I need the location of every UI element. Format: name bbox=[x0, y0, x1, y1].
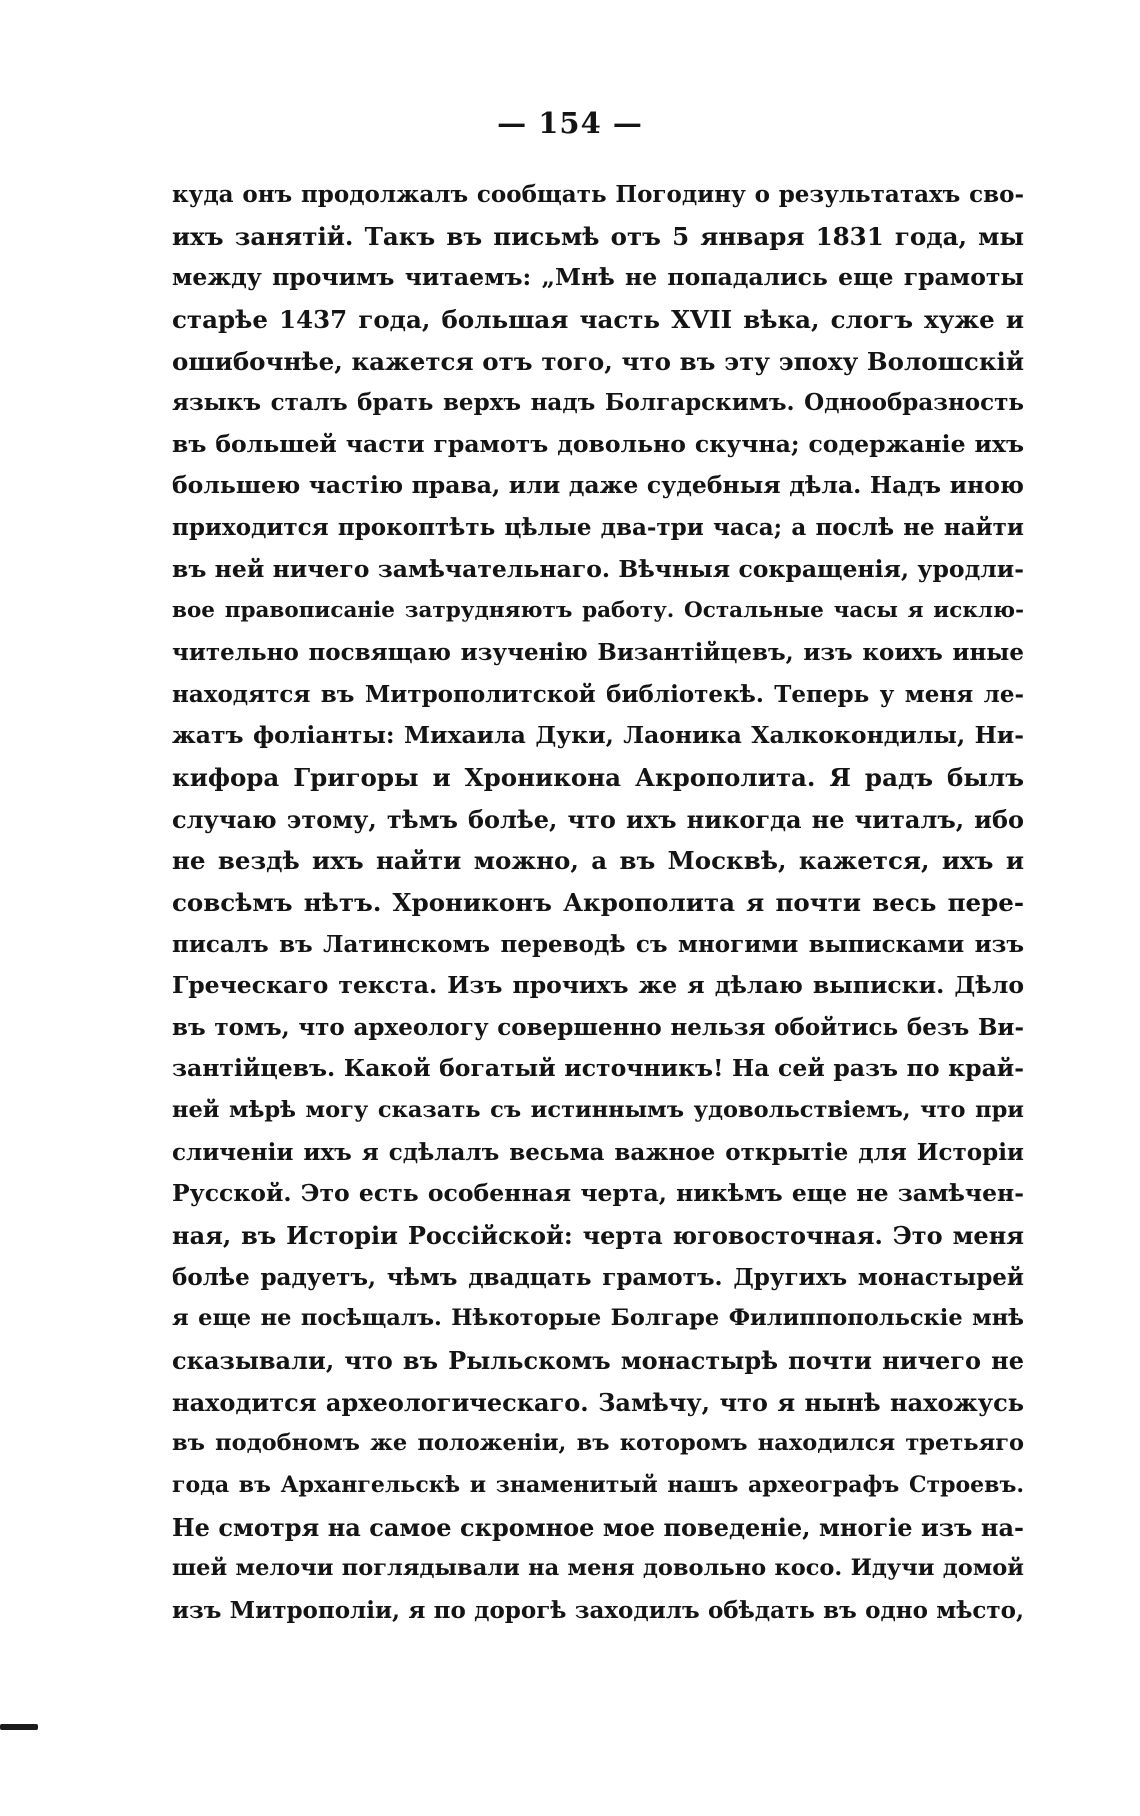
text-line: кифора Григоры и Хроникона Акрополита. Я радъ былъ bbox=[172, 762, 1024, 792]
text-line: Греческаго текста. Изъ прочихъ же я дѣлаю выписки. Дѣло bbox=[172, 971, 1024, 1000]
text-line: большею частію права, или даже судебныя дѣла. Надъ иною bbox=[172, 471, 1024, 500]
body-text bbox=[172, 174, 1024, 1631]
text-line: зантійцевъ. Какой богатый источникъ! На сей разъ по край- bbox=[172, 1054, 1024, 1083]
text-line: случаю этому, тѣмъ болѣе, что ихъ никогда не читалъ, ибо bbox=[172, 804, 1024, 834]
text-line: въ подобномъ же положеніи, въ которомъ находился третьяго bbox=[172, 1430, 1024, 1457]
text-line: въ ней ничего замѣчательнаго. Вѣчныя сокращенія, уродли- bbox=[172, 554, 1024, 583]
text-line: находится археологическаго. Замѣчу, что я нынѣ нахожусь bbox=[172, 1387, 1024, 1417]
text-line: старѣе 1437 года, большая часть XVII вѣка, слогъ хуже и bbox=[172, 304, 1024, 334]
text-line: сличеніи ихъ я сдѣлалъ весьма важное открытіе для Исторіи bbox=[172, 1138, 1024, 1166]
text-line: въ большей части грамотъ довольно скучна; содержаніе ихъ bbox=[172, 429, 1024, 458]
text-line: находятся въ Митрополитской библіотекѣ. Теперь у меня ле- bbox=[172, 680, 1024, 708]
text-line: не вездѣ ихъ найти можно, а въ Москвѣ, кажется, ихъ и bbox=[172, 846, 1024, 876]
text-line: изъ Митрополіи, я по дорогѣ заходилъ обѣдать въ одно мѣсто, bbox=[172, 1596, 1024, 1624]
text-line: чительно посвящаю изученію Византійцевъ, изъ коихъ иные bbox=[172, 639, 1024, 667]
text-line: я еще не посѣщалъ. Нѣкоторые Болгаре Филиппопольскіе мнѣ bbox=[172, 1305, 1024, 1332]
text-line: года въ Архангельскѣ и знаменитый нашъ археографъ Строевъ. bbox=[172, 1471, 1024, 1498]
page-number: — 154 — bbox=[497, 106, 643, 140]
text-line: ихъ занятій. Такъ въ письмѣ отъ 5 января 1831 года, мы bbox=[172, 221, 1024, 251]
text-line: писалъ въ Латинскомъ переводѣ съ многими выписками изъ bbox=[172, 930, 1024, 958]
text-line: ней мѣрѣ могу сказать съ истиннымъ удовольствіемъ, что при bbox=[172, 1097, 1024, 1124]
text-line: въ томъ, что археологу совершенно нельзя обойтись безъ Ви- bbox=[172, 1013, 1024, 1041]
text-line: совсѣмъ нѣтъ. Хрониконъ Акрополита я почти весь пере- bbox=[172, 887, 1024, 917]
text-line: жатъ фоліанты: Михаила Дуки, Лаоника Халкокондилы, Ни- bbox=[172, 721, 1024, 750]
text-line: шей мелочи поглядывали на меня довольно косо. Идучи домой bbox=[172, 1555, 1024, 1582]
scan-edge-mark bbox=[0, 1724, 38, 1730]
text-line: ошибочнѣе, кажется отъ того, что въ эту эпоху Волошскій bbox=[172, 346, 1024, 376]
text-line: болѣе радуетъ, чѣмъ двадцать грамотъ. Другихъ монастырей bbox=[172, 1263, 1024, 1291]
text-line: сказывали, что въ Рыльскомъ монастырѣ почти ничего не bbox=[172, 1345, 1024, 1375]
text-line: ная, въ Исторіи Россійской: черта юговосточная. Это меня bbox=[172, 1221, 1024, 1251]
text-line: приходится прокоптѣть цѣлые два-три часа; а послѣ не найти bbox=[172, 514, 1024, 542]
text-line: вое правописаніе затрудняютъ работу. Остальные часы я исклю- bbox=[172, 598, 1024, 624]
text-line: языкъ сталъ брать верхъ надъ Болгарскимъ. Однообразность bbox=[172, 389, 1024, 417]
text-line: Не смотря на самое скромное мое поведеніе, многіе изъ на- bbox=[172, 1512, 1024, 1542]
text-line: Русской. Это есть особенная черта, никѣмъ еще не замѣчен- bbox=[172, 1179, 1024, 1208]
text-line: куда онъ продолжалъ сообщать Погодину о результатахъ сво- bbox=[172, 181, 1024, 208]
text-line: между прочимъ читаемъ: „Мнѣ не попадались еще грамоты bbox=[172, 263, 1024, 292]
